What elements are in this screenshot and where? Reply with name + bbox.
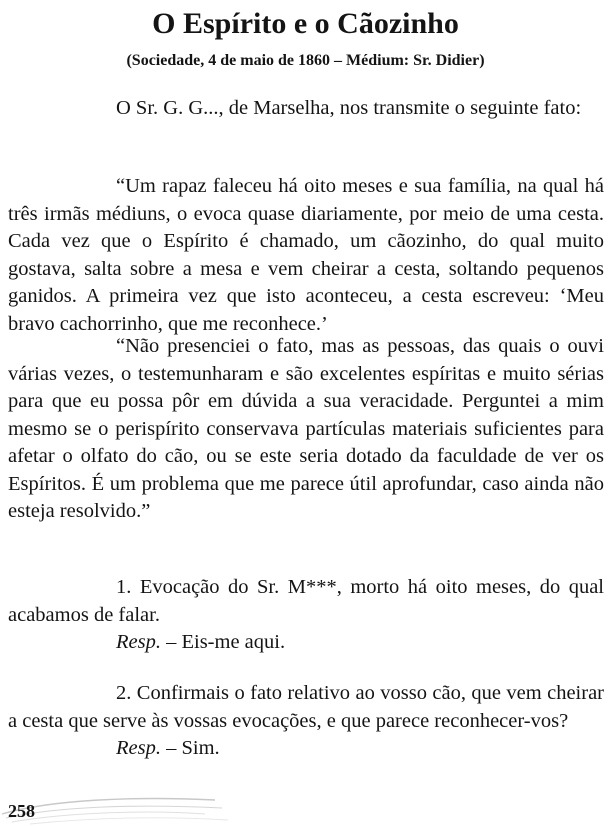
response-1	[116, 629, 285, 657]
intro-paragraph: O Sr. G. G..., de Marselha, nos transmite o seguinte fato:	[116, 97, 582, 119]
response-2-text: – Sim.	[160, 737, 220, 759]
quote-paragraph-2: “Não presenciei o fato, mas as pessoas, das quais o ouvi várias vezes, o testemunharam e são excelentes espíritas e muito sérias para que eu possa pôr em dúvida a sua veracidade. Perguntei a mim mesmo se o perispírito conservava partículas materiais suficientes para afetar o olfato do cão, ou se este seria dotado da faculdade de ver os Espíritos. É um problema que me parece útil aprofundar, caso ainda não esteja resolvido.”	[8, 335, 604, 522]
page-number: 258	[8, 801, 35, 821]
page-title: O Espírito e o Cãozinho	[152, 7, 459, 40]
subtitle: (Sociedade, 4 de maio de 1860 – Médium: Sr. Didier)	[126, 52, 485, 69]
response-2-label: Resp.	[116, 737, 161, 759]
response-2	[116, 735, 220, 763]
response-1-text: – Eis-me aqui.	[160, 631, 286, 653]
question-2: 2. Confirmais o fato relativo ao vosso cão, que vem cheirar a cesta que serve às vossas evocações, e que parece reconhecer-vos?	[8, 682, 604, 732]
response-1-label: Resp.	[116, 631, 161, 653]
question-1: 1. Evocação do Sr. M***, morto há oito meses, do qual acabamos de falar.	[8, 576, 604, 626]
quote-paragraph-1: “Um rapaz faleceu há oito meses e sua família, na qual há três irmãs médiuns, o evoca quase diariamente, por meio de uma cesta. Cada vez que o Espírito é chamado, um cãozinho, do qual muito gostava, salta sobre a mesa e vem cheirar a cesta, soltando pequenos ganidos. A primeira vez que isto aconteceu, a cesta escreveu: ‘Meu bravo cachorrinho, que me reconhece.’	[8, 175, 604, 335]
